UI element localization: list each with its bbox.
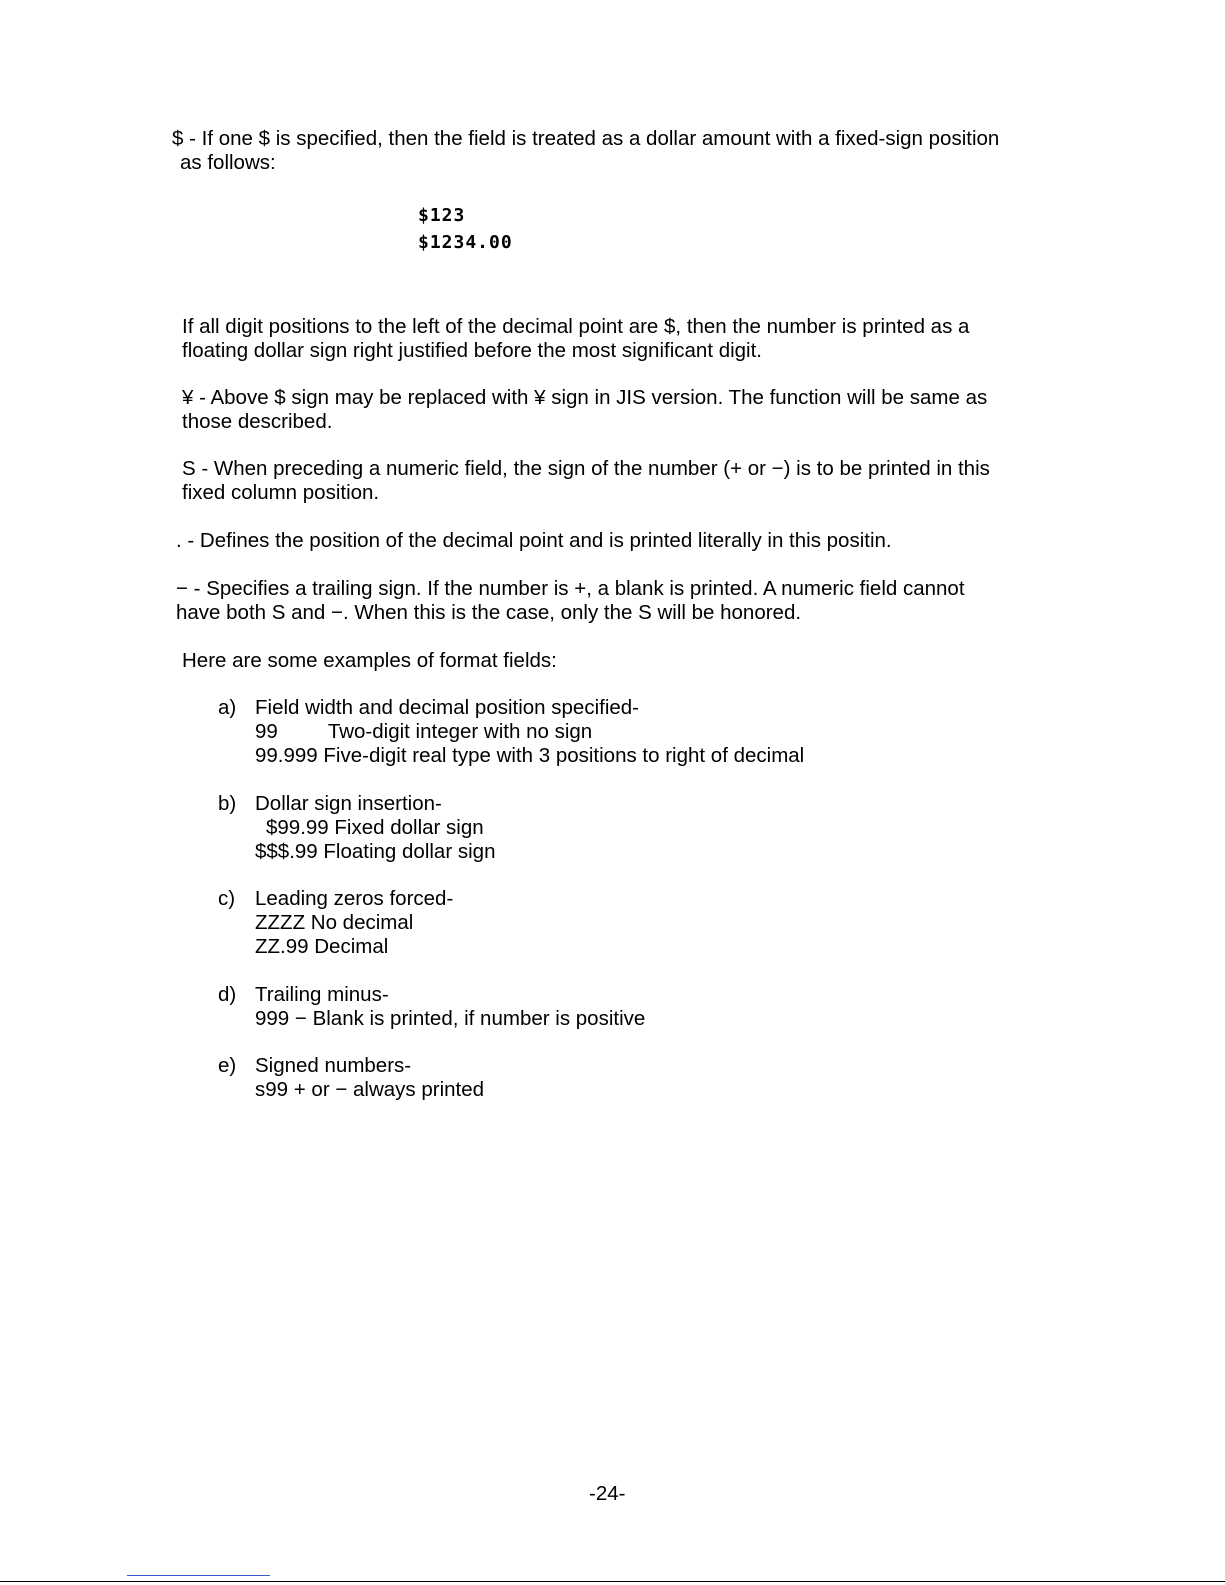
- example-a-marker: a): [218, 696, 237, 719]
- s-line-2: fixed column position.: [182, 481, 380, 504]
- dollar-line-2: as follows:: [180, 151, 276, 174]
- example-c-line-1: ZZZZ No decimal: [255, 911, 414, 934]
- s-line-1: S - When preceding a numeric field, the sign of the number (+ or −) is to be printed in this: [182, 457, 990, 480]
- bottom-border: [0, 1581, 1225, 1582]
- example-c-marker: c): [218, 887, 236, 910]
- example-a-line-1-desc: Two-digit integer with no sign: [327, 720, 593, 743]
- minus-line-2: have both S and −. When this is the case, only the S will be honored.: [176, 601, 802, 624]
- example-e-line-1: s99 + or − always printed: [255, 1078, 485, 1101]
- example-a-line-1-code: 99: [255, 720, 278, 743]
- floating-line-1: If all digit positions to the left of the decimal point are $, then the number is printed as a: [182, 315, 970, 338]
- bottom-link-underline: [127, 1575, 270, 1576]
- example-b-title: Dollar sign insertion-: [255, 792, 442, 815]
- dollar-example-2: $1234.00: [418, 232, 513, 253]
- example-b-line-1: $99.99 Fixed dollar sign: [266, 816, 484, 839]
- example-e-title: Signed numbers-: [255, 1054, 412, 1077]
- yen-line-2: those described.: [182, 410, 333, 433]
- example-a-line-1: [255, 720, 592, 744]
- example-e-marker: e): [218, 1054, 237, 1077]
- example-c-line-2: ZZ.99 Decimal: [255, 935, 389, 958]
- example-b-marker: b): [218, 792, 237, 815]
- example-a-line-2: 99.999 Five-digit real type with 3 positions to right of decimal: [255, 744, 805, 767]
- example-d-line-1: 999 − Blank is printed, if number is positive: [255, 1007, 646, 1030]
- example-d-title: Trailing minus-: [255, 983, 389, 1006]
- yen-line-1: ¥ - Above $ sign may be replaced with ¥ sign in JIS version. The function will be same as: [182, 386, 988, 409]
- examples-intro: Here are some examples of format fields:: [182, 649, 557, 672]
- example-a-title: Field width and decimal position specified-: [255, 696, 640, 719]
- example-c-title: Leading zeros forced-: [255, 887, 454, 910]
- dollar-line-1: $ - If one $ is specified, then the field is treated as a dollar amount with a fixed-sign position: [172, 127, 1000, 150]
- dollar-example-1: $123: [418, 205, 466, 226]
- floating-line-2: floating dollar sign right justified before the most significant digit.: [182, 339, 763, 362]
- page-number: -24-: [589, 1482, 626, 1505]
- example-b-line-2: $$$.99 Floating dollar sign: [255, 840, 496, 863]
- minus-line-1: − - Specifies a trailing sign. If the number is +, a blank is printed. A numeric field cannot: [176, 577, 965, 600]
- example-d-marker: d): [218, 983, 237, 1006]
- dot-line-1: . - Defines the position of the decimal point and is printed literally in this positin.: [176, 529, 892, 552]
